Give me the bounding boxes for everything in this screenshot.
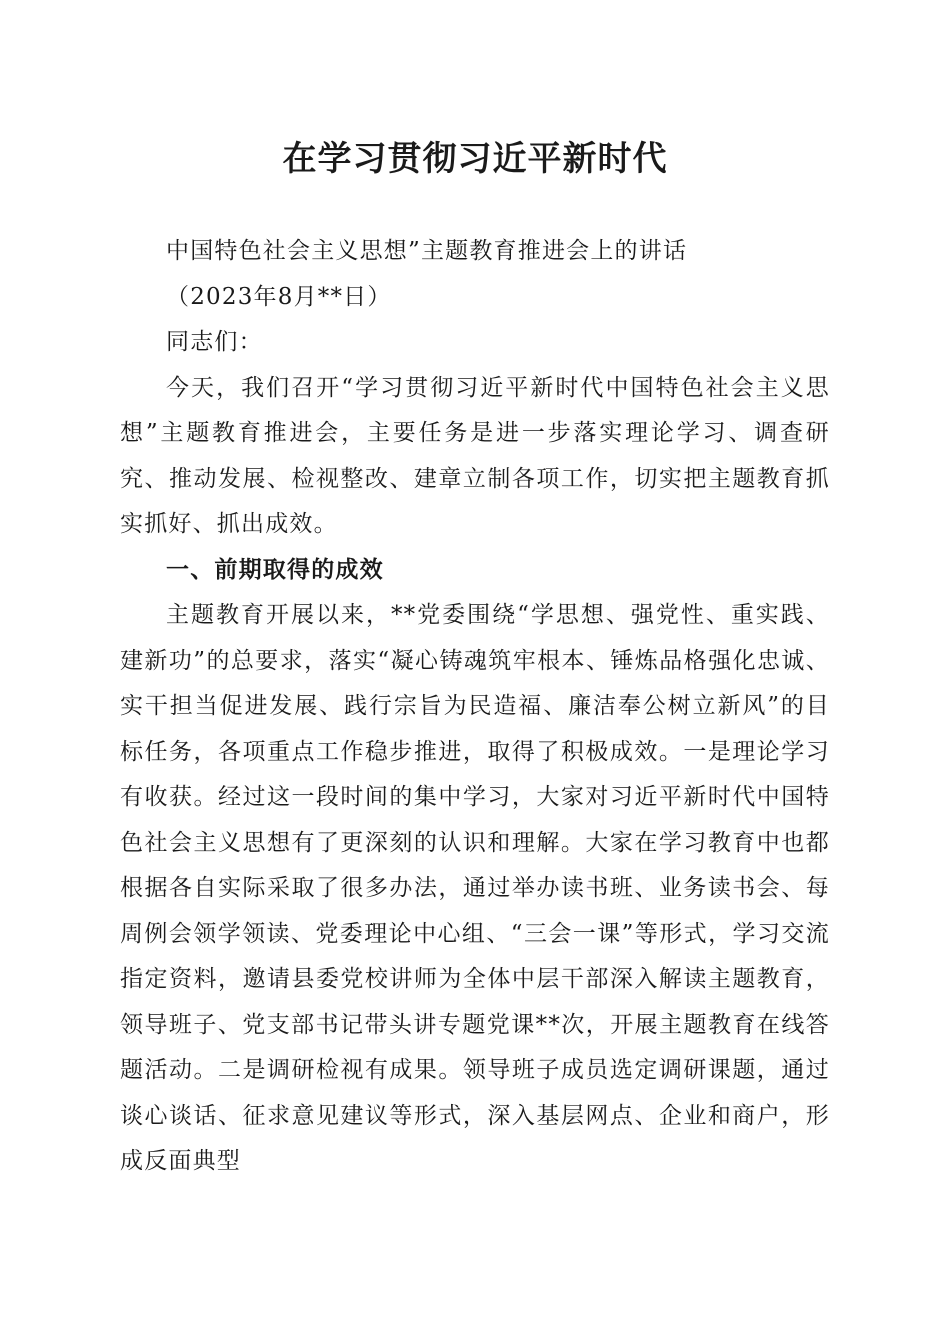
salutation: 同志们： [166, 329, 263, 355]
section-heading: 一、前期取得的成效 [166, 556, 384, 583]
document-subtitle: 中国特色社会主义思想”主题教育推进会上的讲话 [166, 238, 688, 264]
section-paragraph: 主题教育开展以来，**党委围绕“学思想、强党性、重实践、建新功”的总要求，落实“凝心铸魂筑牢根本、锤炼品格强化忠诚、实干担当促进发展、践行宗旨为民造福、廉洁奉公树立新风”的目标任务，各项重点工作稳步推进，取得了积极成效。一是理论学习有收获。经过这一段时间的集中学习，大家对习近平新时代中国特色社会主义思想有了更深刻的认识和理解。大家在学习教育中也都根据各自实际采取了很多办法，通过举办读书班、业务读书会、每周例会领学领读、党委理论中心组、“三会一课”等形式，学习交流指定资料，邀请县委党校讲师为全体中层干部深入解读主题教育，领导班子、党支部书记带头讲专题党课**次，开展主题教育在线答题活动。二是调研检视有成果。领导班子成员选定调研课题，通过谈心谈话、征求意见建议等形式，深入基层网点、企业和商户，形成反面典型 [120, 602, 830, 1174]
document-title: 在学习贯彻习近平新时代 [282, 139, 668, 179]
intro-paragraph: 今天，我们召开“学习贯彻习近平新时代中国特色社会主义思想”主题教育推进会，主要任务是进一步落实理论学习、调查研究、推动发展、检视整改、建章立制各项工作，切实把主题教育抓实抓好、抓出成效。 [120, 374, 830, 537]
document-date: （2023年8月**日） [166, 283, 392, 310]
document-body [120, 229, 830, 1185]
